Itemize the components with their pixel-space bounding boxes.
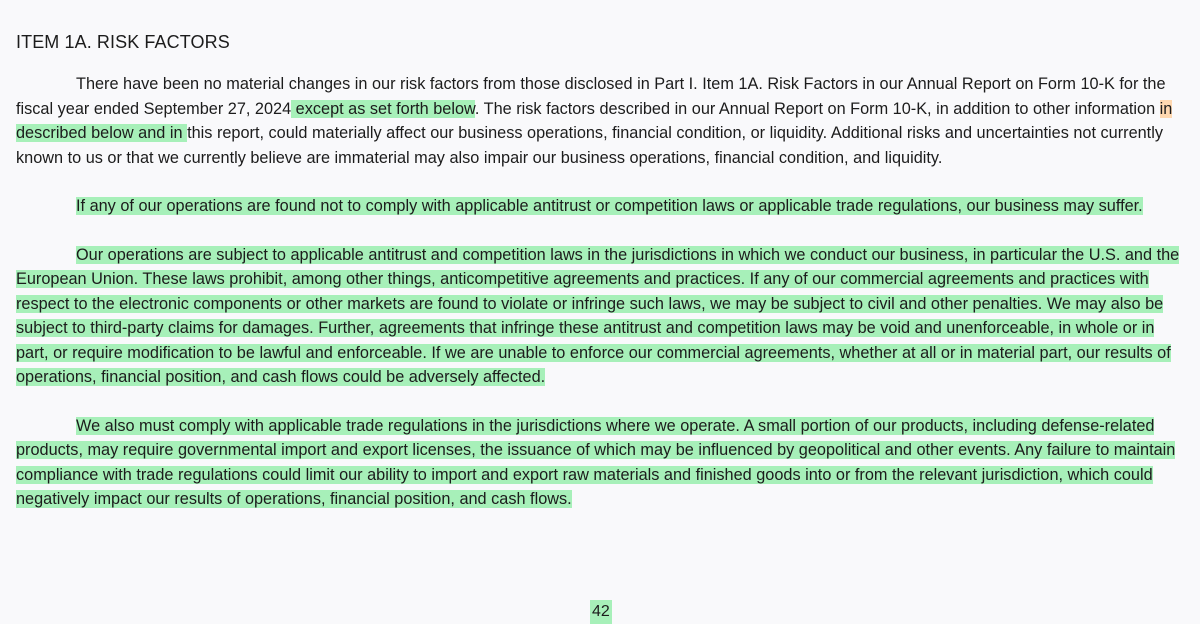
intro-text-1: There have been no material changes in our risk factors from those disclosed in Part I. Item 1A. Risk Factors in our Annual Report on Form 10-K for the fiscal year ended September 27, 2024: [16, 75, 1166, 118]
antitrust-paragraph: [16, 243, 1184, 390]
highlight-except-as-set-forth[interactable]: except as set forth below: [291, 99, 475, 118]
intro-text-2: . The risk factors described in our Annual Report on Form 10-K, in addition to other information: [474, 99, 1160, 118]
intro-paragraph: [16, 72, 1184, 170]
highlight-described-below[interactable]: described below and in: [16, 124, 188, 142]
highlight-in[interactable]: in: [1159, 99, 1173, 118]
section-heading: ITEM 1A. RISK FACTORS: [16, 32, 230, 52]
highlight-antitrust-text[interactable]: Our operations are subject to applicable antitrust and competition laws in the jurisdictions in which we conduct our business, in particular the U.S. and the European Union. These laws prohibit, among other things, anticompetitive agreements and practices. If any of our commercial agreements and practices with respect to the electronic components or other markets are found to violate or infringe such laws, we may be subject to civil and other penalties. We may also be subject to third-party claims for damages. Further, agreements that infringe these antitrust and competition laws may be void and unenforceable, in whole or in part, or require modification to be lawful and enforceable. If we are unable to enforce our commercial agreements, whether at all or in material part, our results of operations, financial position, and cash flows could be adversely affected.: [16, 245, 1180, 386]
page-number: 42: [590, 600, 612, 624]
risk-heading-paragraph: [16, 194, 1184, 219]
trade-paragraph: [16, 414, 1184, 512]
highlight-risk-heading[interactable]: If any of our operations are found not to comply with applicable antitrust or competition laws or applicable trade regulations, our business may suffer.: [76, 197, 1143, 215]
intro-text-3: this report, could materially affect our business operations, financial condition, or liquidity. Additional risks and uncertainties not currently known to us or that we currently believe are immaterial may also impair our business operations, financial condition, and liquidity.: [16, 124, 1163, 167]
highlight-trade-text[interactable]: We also must comply with applicable trade regulations in the jurisdictions where we operate. A small portion of our products, including defense-related products, may require governmental import and export licenses, the issuance of which may be influenced by geopolitical and other events. Any failure to maintain compliance with trade regulations could limit our ability to import and export raw materials and finished goods into or from the relevant jurisdiction, which could negatively impact our results of operations, financial position, and cash flows.: [16, 416, 1176, 508]
